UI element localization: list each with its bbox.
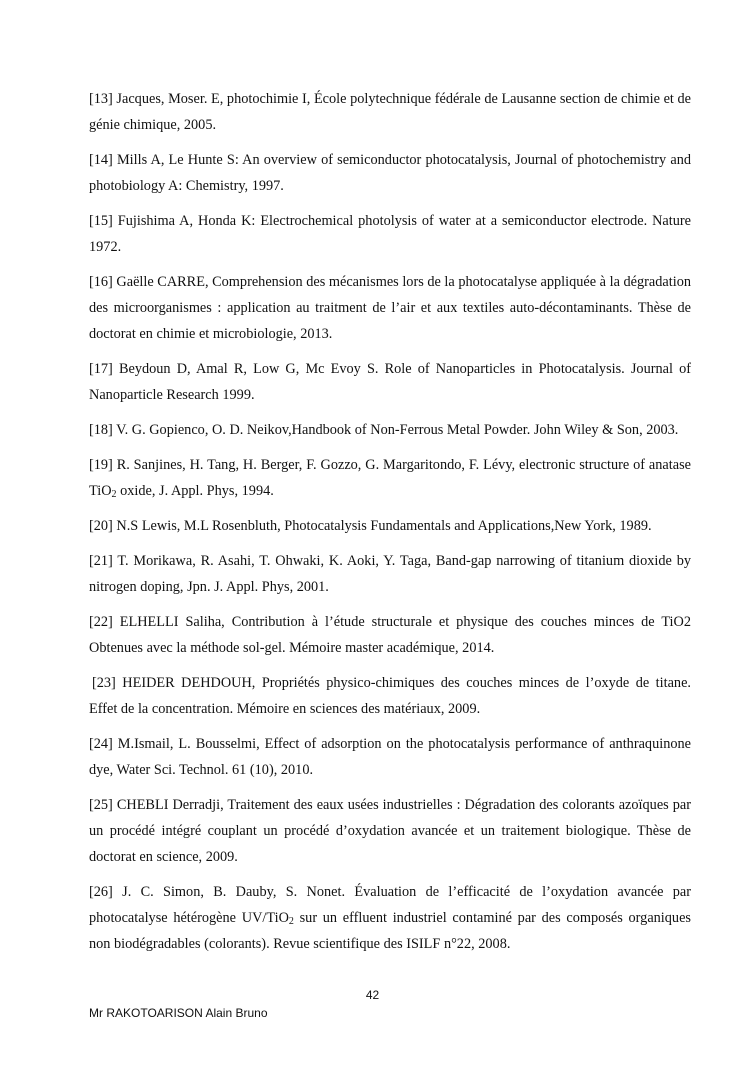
- footer-author: Mr RAKOTOARISON Alain Bruno: [89, 1006, 268, 1020]
- reference-list: [89, 86, 691, 966]
- reference-19-text: [19] R. Sanjines, H. Tang, H. Berger, F. Gozzo, G. Margaritondo, F. Lévy, electronic structure of anatase TiO: [89, 457, 691, 499]
- reference-18: [18] V. G. Gopienco, O. D. Neikov,Handbook of Non-Ferrous Metal Powder. John Wiley & Son, 2003.: [89, 422, 679, 438]
- subscript: 2: [111, 489, 117, 500]
- reference-21: [21] T. Morikawa, R. Asahi, T. Ohwaki, K. Aoki, Y. Taga, Band-gap narrowing of titanium dioxide by nitrogen doping, Jpn. J. Appl. Phys, 2001.: [89, 553, 691, 595]
- reference-23: [23] HEIDER DEHDOUH, Propriétés physico-chimiques des couches minces de l’oxyde de titane. Effet de la concentration. Mémoire en sciences des matériaux, 2009.: [89, 675, 691, 717]
- page-number: 42: [365, 988, 380, 1002]
- reference-19-text-end: oxide, J. Appl. Phys, 1994.: [116, 483, 274, 499]
- reference-26-text-end: sur un effluent industriel contaminé par des composés organiques non biodégradables (colorants). Revue scientifique des ISILF n°22, 2008.: [89, 910, 691, 952]
- reference-17: [17] Beydoun D, Amal R, Low G, Mc Evoy S. Role of Nanoparticles in Photocatalysis. Journal of Nanoparticle Research 1999.: [89, 361, 691, 403]
- reference-16: [16] Gaëlle CARRE, Comprehension des mécanismes lors de la photocatalyse appliquée à la dégradation des microorganismes : application au traitment de l’air et aux textiles auto-décontaminants. Thèse de doctorat en chimie et microbiologie, 2013.: [89, 274, 691, 342]
- reference-24: [24] M.Ismail, L. Bousselmi, Effect of adsorption on the photocatalysis performance of anthraquinone dye, Water Sci. Technol. 61 (10), 2010.: [89, 736, 691, 778]
- reference-26-text: [26] J. C. Simon, B. Dauby, S. Nonet. Évaluation de l’efficacité de l’oxydation avancée par photocatalyse hétérogène UV/TiO: [89, 884, 691, 926]
- reference-25: [25] CHEBLI Derradji, Traitement des eaux usées industrielles : Dégradation des colorants azoïques par un procédé intégré couplant un procédé d’oxydation avancée et un traitement biologique. Thèse de doctorat en science, 2009.: [89, 797, 691, 865]
- reference-20: [20] N.S Lewis, M.L Rosenbluth, Photocatalysis Fundamentals and Applications,New York, 1989.: [89, 518, 652, 534]
- reference-15: [15] Fujishima A, Honda K: Electrochemical photolysis of water at a semiconductor electrode. Nature 1972.: [89, 213, 691, 255]
- reference-22: [22] ELHELLI Saliha, Contribution à l’étude structurale et physique des couches minces de TiO2 Obtenues avec la méthode sol-gel. Mémoire master académique, 2014.: [89, 614, 691, 656]
- reference-19: [89, 452, 691, 504]
- reference-14: [14] Mills A, Le Hunte S: An overview of semiconductor photocatalysis, Journal of photochemistry and photobiology A: Chemistry, 1997.: [89, 152, 691, 194]
- reference-13: [13] Jacques, Moser. E, photochimie I, École polytechnique fédérale de Lausanne section de chimie et de génie chimique, 2005.: [89, 91, 691, 133]
- reference-26: [89, 879, 691, 957]
- subscript: 2: [288, 916, 294, 927]
